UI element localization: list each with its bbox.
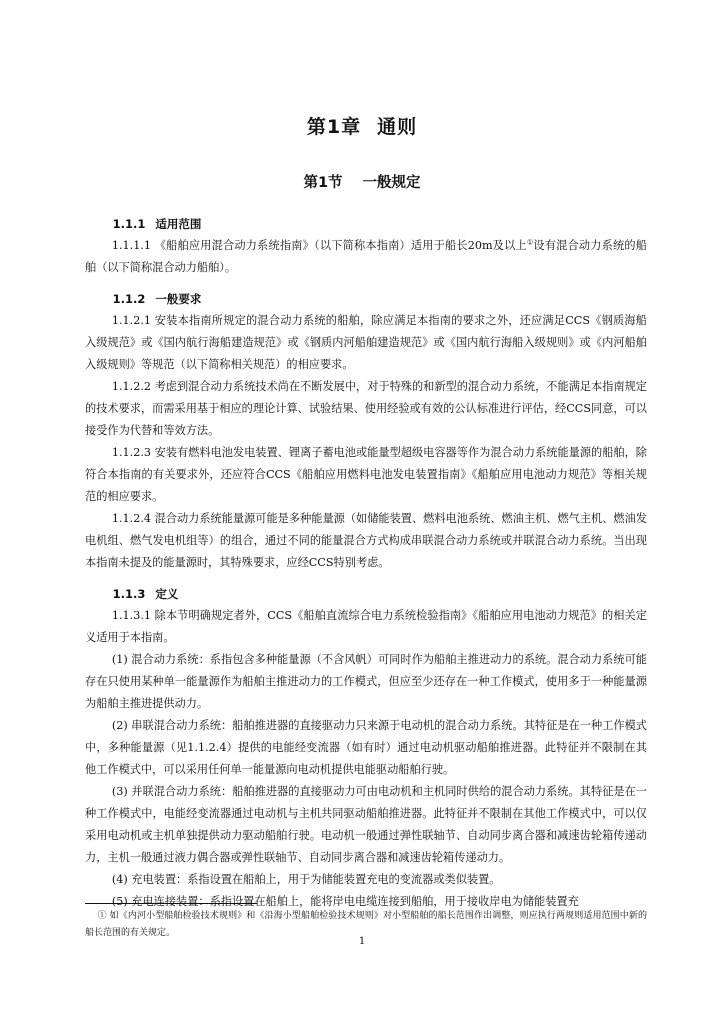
- heading-title: 定义: [155, 587, 179, 601]
- chapter-number: 第1章: [306, 116, 362, 138]
- definition-5: (5) 充电连接装置：系指设置在船舶上，能将岸电电缆连接到船舶，用于接收岸电为储能装置充: [111, 895, 579, 908]
- heading-number: 1.1.3: [112, 587, 146, 601]
- section-title: 一般规定: [362, 175, 421, 191]
- document-body: [85, 213, 647, 913]
- paragraph-1-1-3-1: 1.1.3.1 除本节明确规定者外，CCS《船舶直流综合电力系统检验指南》《船舶应用电池动力规范》的相关定义适用于本指南。: [85, 609, 647, 644]
- footnote: ① 如《内河小型船舶检验技术规则》和《沿海小型船舶检验技术规则》对小型船舶的船长范围作出调整，则应执行两规则适用范围中新的船长范围的有关规定。: [85, 911, 647, 938]
- paragraph-1-1-1-1: [85, 235, 647, 279]
- chapter-heading: [0, 112, 724, 139]
- paragraph-1-1-2-3: 1.1.2.3 安装有燃料电池发电装置、锂离子蓄电池或能量型超级电容器等作为混合动力系统能量源的船舶，除符合本指南的有关要求外，还应符合CCS《船舶应用燃料电池发电装置指南》《船舶应用电池动力规范》等相关规范的相应要求。: [85, 446, 647, 503]
- paragraph-1-1-2-1: 1.1.2.1 安装本指南所规定的混合动力系统的船舶，除应满足本指南的要求之外，还应满足CCS《钢质海船入级规范》或《国内航行海船建造规范》或《钢质内河船舶建造规范》或《国内航行海船入级规则》或《内河船舶入级规则》等规范（以下简称相关规范）的相应要求。: [85, 314, 647, 371]
- heading-number: 1.1.2: [112, 292, 146, 306]
- heading-number: 1.1.1: [112, 217, 146, 231]
- heading-1-1-2: [85, 288, 647, 310]
- definition-4: (4) 充电装置：系指设置在船舶上，用于为储能装置充电的变流器或类似装置。: [111, 873, 501, 886]
- definition-1: (1) 混合动力系统：系指包含多种能量源（不含风帆）可同时作为船舶主推进动力的系统。混合动力系统可能存在只使用某种单一能量源作为船舶主推进动力的工作模式，但应至少还存在一种工作模式，使用多于一种能量源为船舶主推进提供动力。: [85, 653, 647, 710]
- heading-title: 一般要求: [155, 292, 202, 306]
- definition-2: (2) 串联混合动力系统：船舶推进器的直接驱动力只来源于电动机的混合动力系统。其特征是在一种工作模式中，多种能量源（见1.1.2.4）提供的电能经变流器（如有时）通过电动机驱动船舶推进器。此特征并不限制在其他工作模式中，可以采用任何单一能量源向电动机提供电能驱动船舶行驶。: [85, 719, 647, 776]
- heading-1-1-3: [85, 583, 647, 605]
- definition-3: (3) 并联混合动力系统：船舶推进器的直接驱动力可由电动机和主机同时供给的混合动力系统。其特征是在一种工作模式中，电能经变流器通过电动机与主机共同驱动船舶推进器。此特征并不限制在其他工作模式中，可以仅采用电动机或主机单独提供动力驱动船舶行驶。电动机一般通过弹性联轴节、自动同步离合器和减速齿轮箱传递动力，主机一般通过液力偶合器或弹性联轴节、自动同步离合器和减速齿轮箱传递动力。: [85, 785, 647, 864]
- paragraph-1-1-2-4: 1.1.2.4 混合动力系统能量源可能是多种能量源（如储能装置、燃料电池系统、燃油主机、燃气主机、燃油发电机组、燃气发电机组等）的组合，通过不同的能量混合方式构成串联混合动力系统或并联混合动力系统。当出现本指南未提及的能量源时，其特殊要求，应经CCS特别考虑。: [85, 512, 647, 569]
- paragraph-text: 1.1.1.1 《船舶应用混合动力系统指南》（以下简称本指南）适用于船长20m及以上: [111, 239, 527, 252]
- heading-title: 适用范围: [155, 217, 202, 231]
- heading-1-1-1: [85, 213, 647, 235]
- paragraph-1-1-2-2: 1.1.2.2 考虑到混合动力系统技术尚在不断发展中，对于特殊的和新型的混合动力系统，不能满足本指南规定的技术要求，而需采用基于相应的理论计算、试验结果、使用经验或有效的公认标准进行评估，经CCS同意，可以接受作为代替和等效方法。: [85, 380, 647, 437]
- page-number: 1: [358, 936, 366, 947]
- paragraph-text-rest: 设有混合动力系统的船舶（以下简称混合动力船舶）。: [85, 239, 647, 274]
- footnote-divider: [85, 903, 257, 904]
- footnote-marker: ①: [526, 238, 534, 247]
- section-number: 第1节: [303, 175, 343, 191]
- chapter-title: 通则: [377, 116, 418, 138]
- section-heading: [0, 171, 724, 192]
